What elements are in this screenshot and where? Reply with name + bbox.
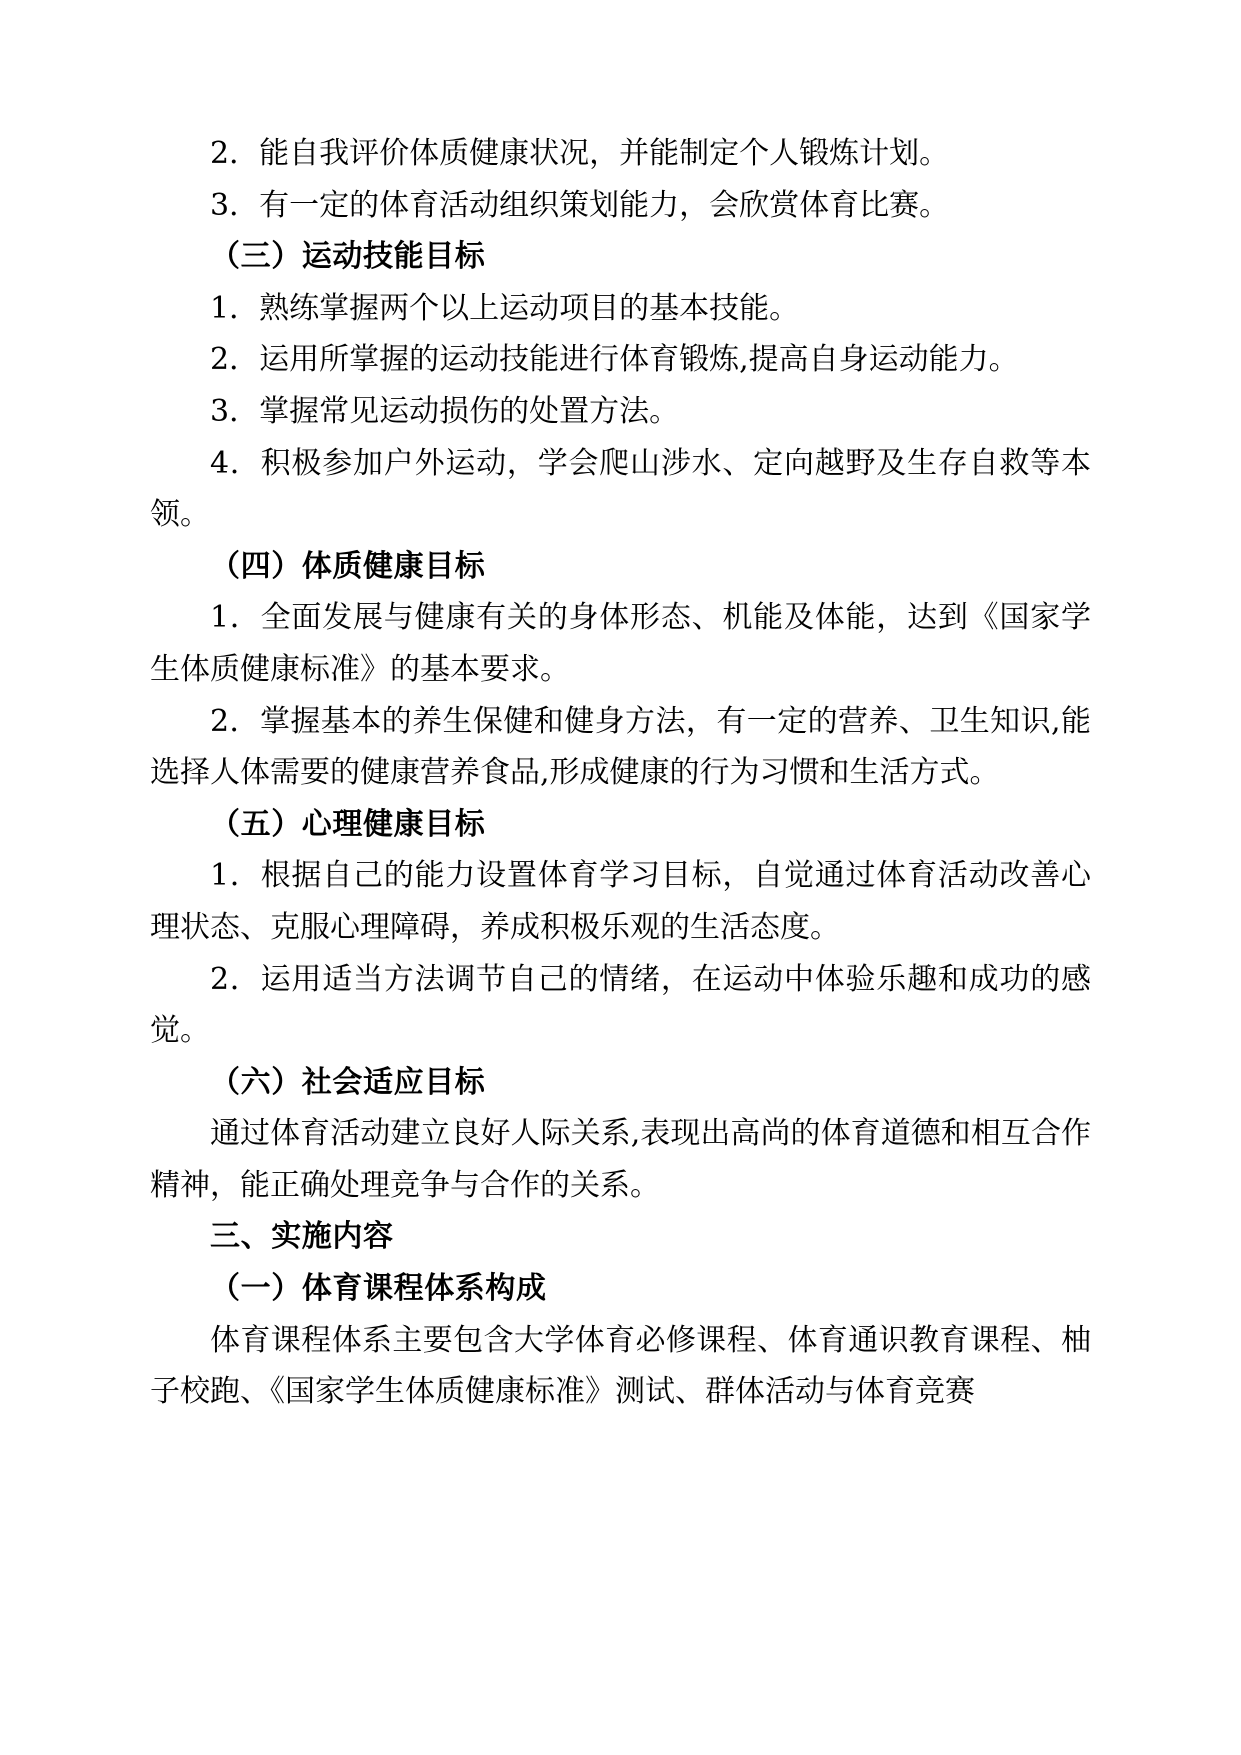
- list-item: 3．有一定的体育活动组织策划能力，会欣赏体育比赛。: [210, 187, 950, 223]
- list-item: 1．熟练掌握两个以上运动项目的基本技能。: [210, 290, 800, 326]
- section-heading-implementation: 三、实施内容: [210, 1219, 394, 1255]
- body-paragraph: 通过体育活动建立良好人际关系,表现出高尚的体育道德和相互合作精神，能正确处理竞争与合作的关系。: [150, 1116, 1091, 1203]
- section-heading-sports-skill: （三）运动技能目标: [210, 239, 486, 275]
- list-item: 2．掌握基本的养生保健和健身方法，有一定的营养、卫生知识,能选择人体需要的健康营养食品,形成健康的行为习惯和生活方式。: [150, 703, 1091, 791]
- document-body: [150, 128, 1091, 1418]
- list-item: 1．全面发展与健康有关的身体形态、机能及体能，达到《国家学生体质健康标准》的基本要求。: [150, 600, 1091, 687]
- section-heading-mental-health: （五）心理健康目标: [210, 806, 486, 842]
- section-heading-physical-health: （四）体质健康目标: [210, 548, 486, 584]
- list-item: 2．运用所掌握的运动技能进行体育锻炼,提高自身运动能力。: [210, 342, 1019, 378]
- list-item: 2．能自我评价体质健康状况，并能制定个人锻炼计划。: [210, 136, 950, 171]
- list-item: 1．根据自己的能力设置体育学习目标，自觉通过体育活动改善心理状态、克服心理障碍，养成积极乐观的生活态度。: [150, 858, 1091, 945]
- list-item: 4．积极参加户外运动，学会爬山涉水、定向越野及生存自救等本领。: [150, 445, 1091, 533]
- list-item: 3．掌握常见运动损伤的处置方法。: [210, 393, 680, 429]
- list-item: 2．运用适当方法调节自己的情绪，在运动中体验乐趣和成功的感觉。: [150, 961, 1091, 1049]
- section-heading-social-adaptation: （六）社会适应目标: [210, 1064, 486, 1100]
- section-heading-course-system: （一）体育课程体系构成: [210, 1271, 547, 1307]
- body-paragraph: 体育课程体系主要包含大学体育必修课程、体育通识教育课程、柚子校跑、《国家学生体质健康标准》测试、群体活动与体育竞赛: [150, 1322, 1091, 1410]
